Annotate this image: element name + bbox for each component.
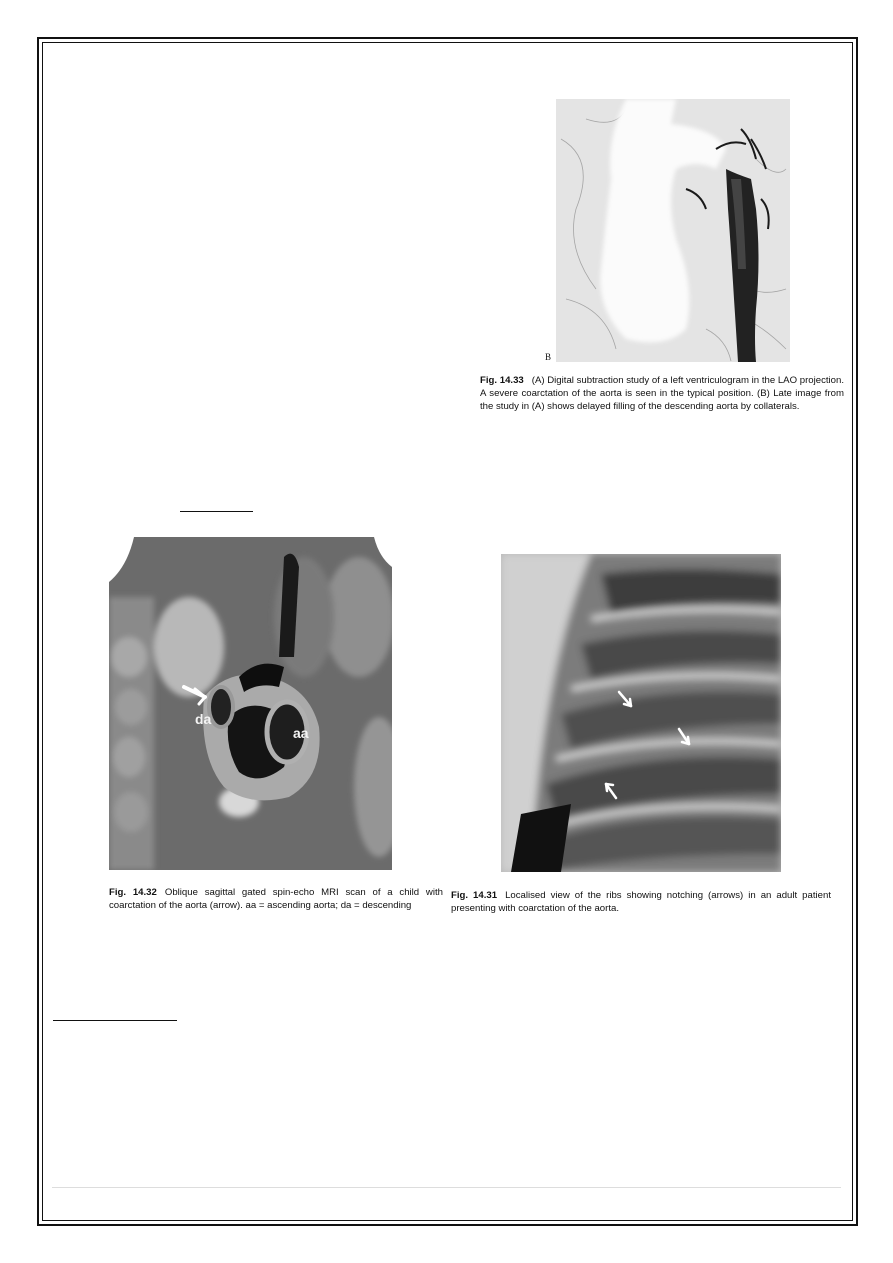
fig-14-33-image	[556, 99, 790, 362]
fig-14-31-number: Fig. 14.31	[451, 890, 498, 901]
fig-14-32-text: Oblique sagittal gated spin-echo MRI scan of a child with coarctation of the aorta (arrow). aa = ascending aorta; da = descending	[109, 887, 443, 911]
fig-14-31-text: Localised view of the ribs showing notching (arrows) in an adult patient presenting with coarctation of the aorta.	[451, 890, 831, 914]
heading-underline-1	[180, 511, 253, 512]
footer-rule	[52, 1187, 841, 1188]
angiogram-graphic	[556, 99, 790, 362]
fig-14-31-image	[501, 554, 781, 872]
fig-14-32-image	[109, 537, 392, 870]
fig-14-33-panel-label: B	[545, 352, 552, 362]
heading-underline-2	[53, 1020, 177, 1021]
fig-14-32-caption	[109, 886, 443, 912]
fig-14-33-text: (A) Digital subtraction study of a left ventriculogram in the LAO projection. A severe coarctation of the aorta is seen in the typical position. (B) Late image from the study in (A) shows delayed filling of the descending aorta by collaterals.	[480, 375, 844, 412]
fig-14-33-number: Fig. 14.33	[480, 375, 524, 386]
mri-graphic	[109, 537, 392, 870]
xray-graphic	[501, 554, 781, 872]
mri-label-aa: aa	[293, 725, 309, 741]
mri-label-da: da	[195, 711, 212, 727]
fig-14-33-caption	[480, 374, 844, 413]
fig-14-31-caption	[451, 889, 831, 915]
fig-14-32-number: Fig. 14.32	[109, 887, 157, 898]
